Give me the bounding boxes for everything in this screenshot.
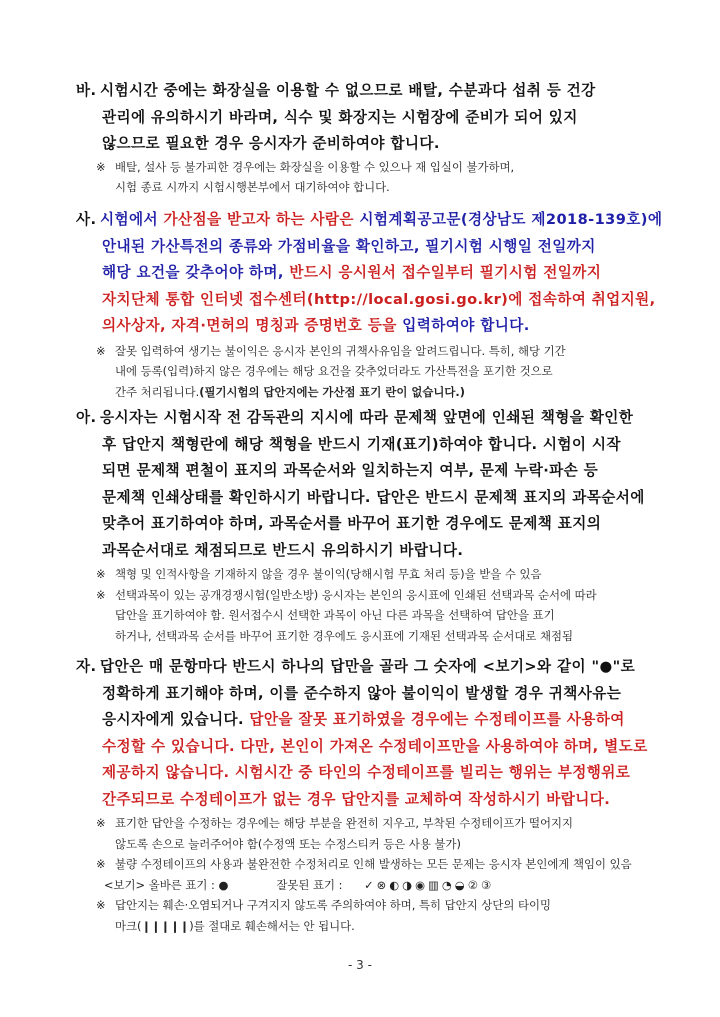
note-symbol: ※ (96, 898, 106, 912)
text-line: 되면 문제책 편철이 표지의 과목순서와 일치하는지 여부, 문제 누락·파손 등 (102, 462, 599, 479)
wrong-mark-icon: ◒ (454, 877, 468, 892)
text-line: 간주되므로 수정테이프가 없는 경우 답안지를 교체하여 작성하시기 바랍니다. (102, 790, 611, 808)
note-text: 표기한 답안을 수정하는 경우에는 해당 부분을 완전히 지우고, 부착된 수정테이프가 떨어지지 (115, 816, 573, 830)
text-line: 과목순서대로 채점되므로 반드시 유의하시기 바랍니다. (102, 541, 464, 559)
note-symbol: ※ (96, 159, 106, 174)
text-line: 관리에 유의하시기 바라며, 식수 및 화장지는 시험장에 준비가 되어 있지 (102, 108, 578, 126)
text-line: 후 답안지 책형란에 해당 책형을 반드시 기재(표기)하여야 합니다. 시험이 시작 (102, 435, 621, 453)
text-segment-highlight: 가산점을 받고자 하는 사람은 (163, 211, 354, 228)
note-text: 답안을 표기하여야 함. 원서접수시 선택한 과목이 아닌 다른 과목을 선택하여 답안을 표기 (115, 608, 555, 622)
note-text: 답안지는 훼손·오염되거나 구겨지지 않도록 주의하여야 하며, 특히 답안지 상단의 타이밍 (115, 898, 551, 912)
note-text: 배탈, 설사 등 불가피한 경우에는 화장실을 이용할 수 있으나 재 입실이 불가하며, (115, 159, 515, 174)
item-sa (76, 207, 676, 402)
text-line: 문제책 인쇄상태를 확인하시기 바랍니다. 답안은 반드시 문제책 표지의 과목순서에 (102, 488, 645, 506)
note-symbol: ※ (96, 816, 106, 830)
note-symbol: ※ (96, 567, 106, 581)
text-line: 자치단체 통합 인터넷 접수센터(http://local.gosi.go.kr)에 접속하여 취업지원, (102, 290, 656, 308)
note-text: )를 절대로 훼손해서는 안 됩니다. (189, 918, 355, 933)
item-marker: 바. (76, 82, 97, 99)
text-line: 수정할 수 있습니다. 다만, 본인이 가져온 수정테이프만을 사용하여야 하며, 별도로 (102, 737, 648, 755)
item-marker: 아. (76, 409, 97, 426)
text-line: 답안은 매 문항마다 반드시 하나의 답만을 골라 그 숫자에 <보기>와 같이 "●"로 (100, 658, 636, 675)
text-segment: 시험계획공고문(경상남도 제2018-139호)에 (353, 211, 663, 228)
wrong-mark-icon: ▥ (428, 877, 442, 892)
note-text: 간주 처리됩니다. (115, 384, 200, 399)
note-text: 잘못 입력하여 생기는 불이익은 응시자 본인의 귀책사유임을 알려드립니다. 특히, 해당 기간 (115, 343, 566, 358)
note-text: 않도록 손으로 눌러주어야 함(수정액 또는 수정스티커 등은 사용 불가) (115, 836, 461, 851)
note-text: 선택과목이 있는 공개경쟁시험(일반소방) 응시자는 본인의 응시표에 인쇄된 선택과목 순서에 따라 (115, 587, 597, 602)
wrong-label: 잘못된 표기 : (276, 877, 347, 892)
note-text: 하거나, 선택과목 순서를 바꾸어 표기한 경우에도 응시표에 기재된 선택과목 순서대로 채점됨 (115, 628, 573, 643)
note-symbol: ※ (96, 343, 106, 358)
note-text: 책형 및 인적사항을 기재하지 않을 경우 불이익(당해시험 무효 처리 등)을 받을 수 있음 (115, 567, 542, 581)
text-segment: 응시자에게 있습니다. (102, 711, 250, 728)
example-label: <보기> 올바른 표기 : (104, 877, 219, 892)
wrong-marks-icons (364, 875, 494, 896)
note-symbol: ※ (96, 587, 106, 602)
text-line: 맞추어 표기하여야 하며, 과목순서를 바꾸어 표기한 경우에도 문제책 표지의 (102, 515, 602, 532)
text-segment-highlight: 반드시 응시원서 접수일부터 필기시험 전일까지 (289, 264, 602, 281)
text-segment: 시험에서 (100, 211, 164, 228)
text-segment: 입력하여야 합니다. (402, 317, 530, 334)
wrong-mark-icon: ◐ (389, 877, 403, 892)
text-line: 시험시간 중에는 화장실을 이용할 수 없으므로 배탈, 수분과다 섭취 등 건강 (100, 82, 596, 99)
timing-mark-icon: ❙❙❙❙❙ (141, 918, 190, 933)
note-text: 마크( (115, 918, 142, 933)
wrong-mark-icon: ② (467, 877, 481, 892)
item-marker: 자. (76, 658, 97, 675)
correct-mark-icon: ● (218, 877, 229, 892)
text-line: 응시자는 시험시작 전 감독관의 지시에 따라 문제책 앞면에 인쇄된 책형을 확인한 (100, 409, 634, 426)
wrong-mark-icon: ③ (480, 877, 495, 892)
note-text: 시험 종료 시까지 시험시행본부에서 대기하여야 합니다. (115, 180, 390, 194)
page-number: - 3 - (348, 958, 372, 972)
wrong-mark-icon: ✓ (364, 877, 377, 892)
wrong-mark-icon: ◔ (441, 877, 455, 892)
item-a (76, 405, 676, 646)
note-text: 내에 등록(입력)하지 않은 경우에는 해당 요건을 갖추었더라도 가산특전을 포기한 것으로 (115, 364, 553, 378)
item-ba (76, 78, 676, 198)
text-line: 제공하지 않습니다. 시험시간 중 타인의 수정테이프를 빌리는 행위는 부정행위로 (102, 764, 631, 781)
text-line: 않으므로 필요한 경우 응시자가 준비하여야 합니다. (102, 135, 440, 152)
text-segment: 해당 요건을 갖추어야 하며, (102, 264, 290, 281)
note-text: 불량 수정테이프의 사용과 불완전한 수정처리로 인해 발생하는 모든 문제는 응시자 본인에게 책임이 있음 (115, 857, 632, 871)
text-line: 정확하게 표기해야 하며, 이를 준수하지 않아 불이익이 발생할 경우 귀책사유는 (102, 684, 622, 702)
item-marker: 사. (76, 211, 97, 228)
note-symbol: ※ (96, 857, 106, 871)
wrong-mark-icon: ◉ (415, 877, 429, 892)
text-segment-highlight: 의사상자, 자격·면허의 명칭과 증명번호 등을 (102, 317, 403, 334)
text-segment-highlight: 답안을 잘못 표기하였을 경우에는 수정테이프를 사용하여 (249, 711, 625, 728)
note-text-bold: (필기시험의 답안지에는 가산점 표기 란이 없습니다.) (199, 384, 465, 399)
text-line: 안내된 가산특전의 종류와 가점비율을 확인하고, 필기시험 시행일 전일까지 (102, 237, 596, 255)
wrong-mark-icon: ◑ (402, 877, 416, 892)
wrong-mark-icon: ⊗ (376, 877, 390, 892)
item-ja (76, 654, 676, 936)
